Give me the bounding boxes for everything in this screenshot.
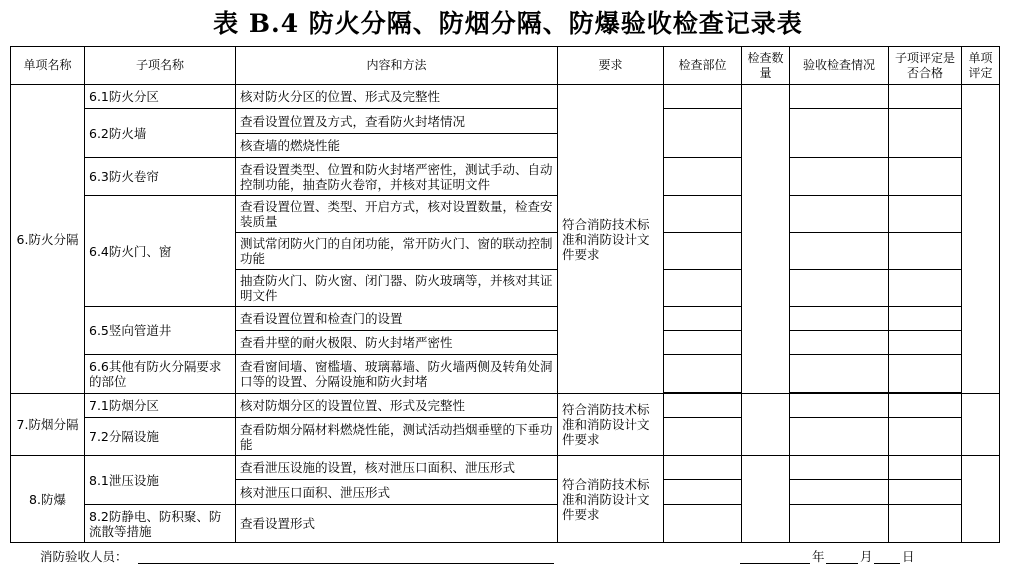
- acceptance-cell[interactable]: [790, 158, 889, 196]
- acceptance-cell[interactable]: [790, 505, 889, 543]
- check-part-cell[interactable]: [664, 480, 742, 505]
- subitem-name: 6.1防火分区: [85, 85, 236, 109]
- day-line[interactable]: [874, 563, 900, 564]
- sub-result-cell[interactable]: [889, 505, 962, 543]
- sub-result-cell[interactable]: [889, 270, 962, 307]
- header-check-part: 检查部位: [664, 47, 742, 85]
- requirement-cell: 符合消防技术标准和消防设计文件要求: [558, 456, 664, 543]
- header-check-qty: 检查数量: [742, 47, 790, 85]
- content-cell: 查看设置位置及方式，查看防火封堵情况: [236, 109, 558, 134]
- header-content: 内容和方法: [236, 47, 558, 85]
- content-cell: 查看防烟分隔材料燃烧性能，测试活动挡烟垂壁的下垂功能: [236, 418, 558, 456]
- inspector-label: 消防验收人员：: [40, 549, 128, 564]
- unit-result-cell[interactable]: [962, 85, 1000, 394]
- check-part-cell[interactable]: [664, 307, 742, 331]
- subitem-name: 7.1防烟分区: [85, 394, 236, 418]
- table-row: [11, 85, 1000, 109]
- content-cell: 查看设置形式: [236, 505, 558, 543]
- day-label: 日: [902, 549, 915, 564]
- signature-footer: [40, 546, 1000, 568]
- check-part-cell[interactable]: [664, 394, 742, 418]
- content-cell: 核查墙的燃烧性能: [236, 134, 558, 158]
- acceptance-cell[interactable]: [790, 456, 889, 480]
- check-qty-cell[interactable]: [742, 394, 790, 456]
- table-row: [11, 196, 1000, 233]
- content-cell: 查看设置类型、位置和防火封堵严密性，测试手动、自动控制功能，抽查防火卷帘，并核对其证明文件: [236, 158, 558, 196]
- acceptance-cell[interactable]: [790, 394, 889, 418]
- content-cell: 测试常闭防火门的自闭功能，常开防火门、窗的联动控制功能: [236, 233, 558, 270]
- content-cell: 核对泄压口面积、泄压形式: [236, 480, 558, 505]
- content-cell: 查看窗间墙、窗槛墙、玻璃幕墙、防火墙两侧及转角处洞口等的设置、分隔设施和防火封堵: [236, 355, 558, 394]
- table-row: [11, 394, 1000, 418]
- check-part-cell[interactable]: [664, 505, 742, 543]
- acceptance-cell[interactable]: [790, 233, 889, 270]
- sub-result-cell[interactable]: [889, 480, 962, 505]
- acceptance-cell[interactable]: [790, 331, 889, 355]
- sub-result-cell[interactable]: [889, 456, 962, 480]
- subitem-name: 6.5竖向管道井: [85, 307, 236, 355]
- unit-result-cell[interactable]: [962, 456, 1000, 543]
- acceptance-cell[interactable]: [790, 270, 889, 307]
- content-cell: 核对防火分区的位置、形式及完整性: [236, 85, 558, 109]
- requirement-cell: 符合消防技术标准和消防设计文件要求: [558, 85, 664, 394]
- unit-result-cell[interactable]: [962, 394, 1000, 456]
- subitem-name: 6.4防火门、窗: [85, 196, 236, 307]
- year-label: 年: [812, 549, 825, 564]
- table-row: [11, 505, 1000, 543]
- page-title: 表 B.4 防火分隔、防烟分隔、防爆验收检查记录表: [213, 9, 803, 38]
- acceptance-cell[interactable]: [790, 480, 889, 505]
- table-row: [11, 307, 1000, 331]
- content-cell: 核对防烟分区的设置位置、形式及完整性: [236, 394, 558, 418]
- requirement-cell: 符合消防技术标准和消防设计文件要求: [558, 394, 664, 456]
- sub-result-cell[interactable]: [889, 109, 962, 158]
- content-cell: 查看设置位置和检查门的设置: [236, 307, 558, 331]
- sub-result-cell[interactable]: [889, 85, 962, 109]
- subitem-name: 7.2分隔设施: [85, 418, 236, 456]
- subitem-name: 8.1泄压设施: [85, 456, 236, 505]
- table-row: [11, 109, 1000, 134]
- acceptance-cell[interactable]: [790, 355, 889, 393]
- table-row: [11, 456, 1000, 480]
- header-row: [11, 47, 1000, 85]
- content-cell: 查看井壁的耐火极限、防火封堵严密性: [236, 331, 558, 355]
- content-cell: 查看设置位置、类型、开启方式，核对设置数量，检查安装质量: [236, 196, 558, 233]
- acceptance-cell[interactable]: [790, 418, 889, 456]
- check-qty-cell[interactable]: [742, 456, 790, 543]
- sub-result-cell[interactable]: [889, 307, 962, 331]
- table-row: [11, 158, 1000, 196]
- table-row: [11, 355, 1000, 393]
- subitem-name: 6.6其他有防火分隔要求的部位: [85, 355, 236, 394]
- sub-result-cell[interactable]: [889, 394, 962, 418]
- sub-result-cell[interactable]: [889, 418, 962, 456]
- subitem-name: 6.3防火卷帘: [85, 158, 236, 196]
- acceptance-cell[interactable]: [790, 196, 889, 233]
- check-part-cell[interactable]: [664, 456, 742, 480]
- inspector-signature-line[interactable]: [138, 563, 554, 564]
- sub-result-cell[interactable]: [889, 233, 962, 270]
- group-name: 8.防爆: [11, 456, 85, 543]
- check-part-cell[interactable]: [664, 331, 742, 355]
- sub-result-cell[interactable]: [889, 331, 962, 355]
- sub-result-cell[interactable]: [889, 355, 962, 393]
- header-acceptance: 验收检查情况: [790, 47, 889, 85]
- check-part-cell[interactable]: [664, 85, 742, 109]
- inspection-table: [10, 46, 1000, 543]
- content-cell: 查看泄压设施的设置，核对泄压口面积、泄压形式: [236, 456, 558, 480]
- header-sub-result: 子项评定是否合格: [889, 47, 962, 85]
- header-requirement: 要求: [558, 47, 664, 85]
- subitem-name: 6.2防火墙: [85, 109, 236, 158]
- acceptance-cell[interactable]: [790, 85, 889, 109]
- check-part-cell[interactable]: [664, 418, 742, 456]
- content-cell: 抽查防火门、防火窗、闭门器、防火玻璃等，并核对其证明文件: [236, 270, 558, 307]
- check-part-cell[interactable]: [664, 355, 742, 393]
- check-part-cell[interactable]: [664, 196, 742, 233]
- subitem-name: 8.2防静电、防积聚、防流散等措施: [85, 505, 236, 543]
- month-line[interactable]: [826, 563, 858, 564]
- month-label: 月: [860, 549, 873, 564]
- group-name: 6.防火分隔: [11, 85, 85, 394]
- table-row: [11, 418, 1000, 456]
- header-sub-name: 子项名称: [85, 47, 236, 85]
- acceptance-cell[interactable]: [790, 307, 889, 331]
- check-part-cell[interactable]: [664, 158, 742, 196]
- check-part-cell[interactable]: [664, 109, 742, 158]
- sub-result-cell[interactable]: [889, 158, 962, 196]
- check-qty-cell[interactable]: [742, 85, 790, 394]
- group-name: 7.防烟分隔: [11, 394, 85, 456]
- sub-result-cell[interactable]: [889, 196, 962, 233]
- year-line[interactable]: [740, 563, 810, 564]
- header-item-unit: 单项名称: [11, 47, 85, 85]
- header-unit-result: 单项评定: [962, 47, 1000, 85]
- check-part-cell[interactable]: [664, 233, 742, 270]
- acceptance-cell[interactable]: [790, 109, 889, 158]
- check-part-cell[interactable]: [664, 270, 742, 307]
